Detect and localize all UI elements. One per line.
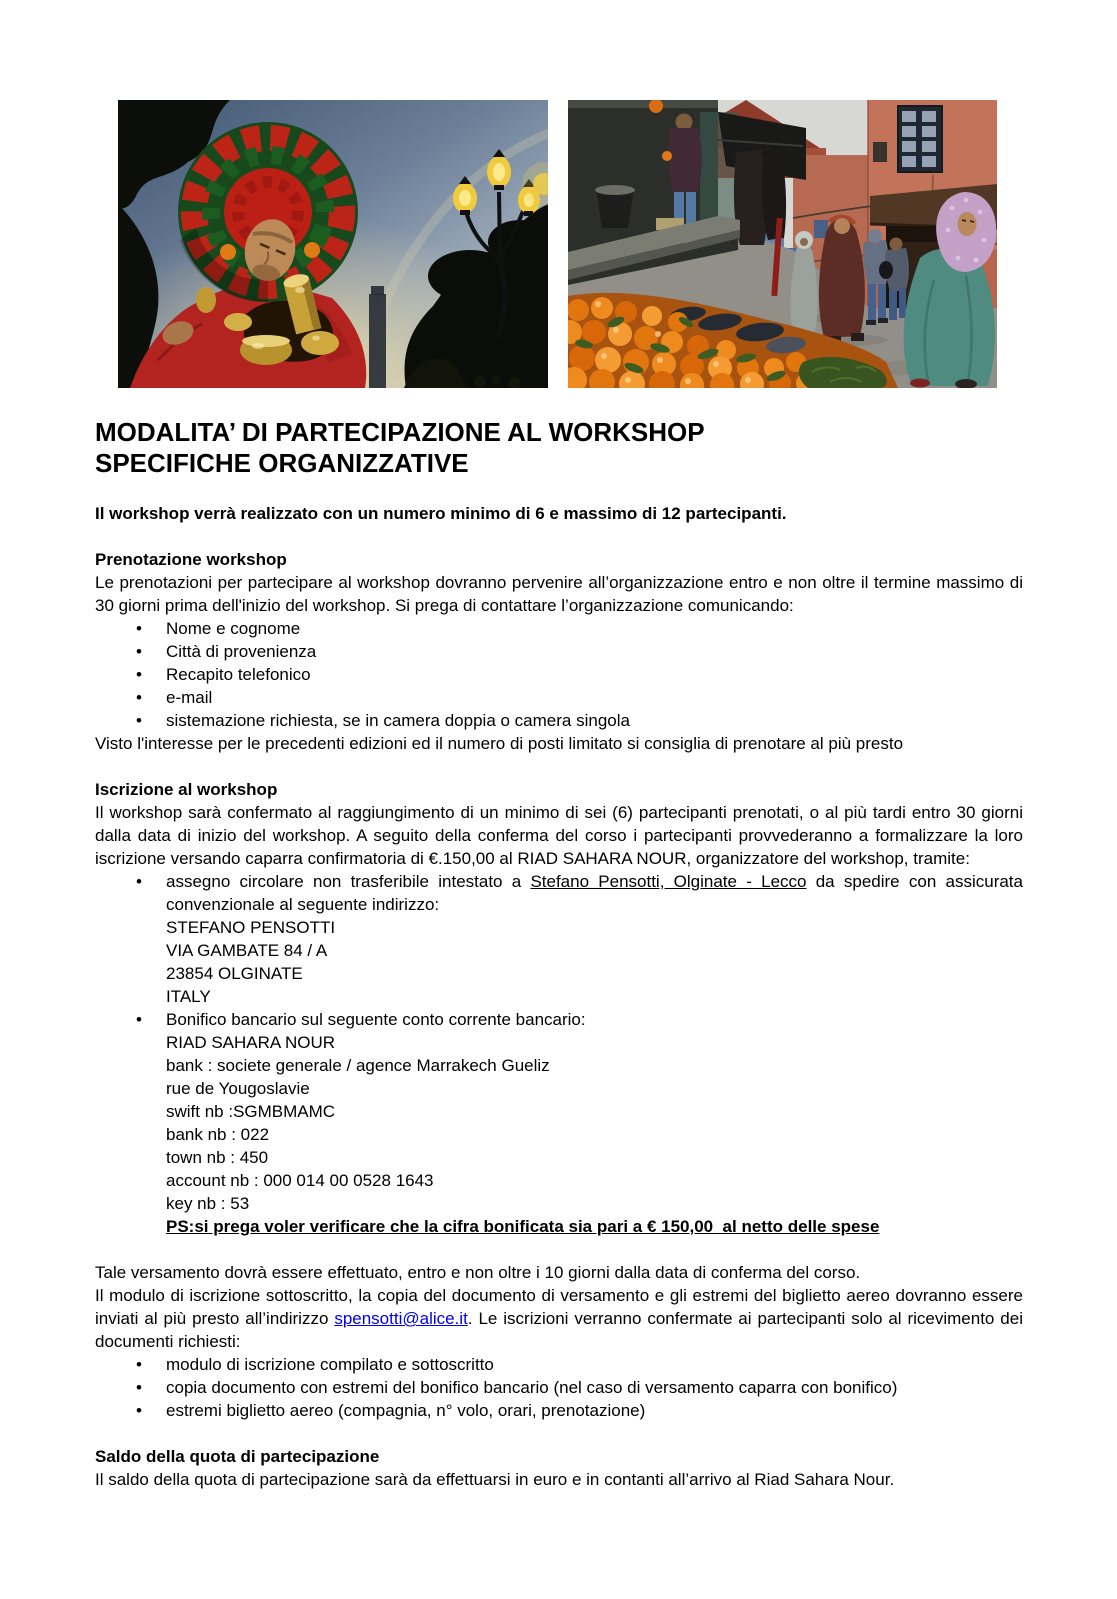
payee-underlined: Stefano Pensotti, Olginate - Lecco	[530, 872, 807, 891]
iscrizione-paragraph: Il workshop sarà confermato al raggiungimento di un minimo di sei (6) partecipanti prenotati, o al più tardi entro 30 giorni dalla data di inizio del workshop. A seguito della conferma del corso i partecipanti provvederanno a formalizzare la loro iscrizione versando caparra confirmatoria di €.150,00 al RIAD SAHARA NOUR, organizzatore del workshop, tramite:	[95, 803, 1023, 868]
prenotazione-note: Visto l'interesse per le precedenti edizioni ed il numero di posti limitato si consiglia di prenotare al più presto	[95, 734, 904, 753]
prenotazione-paragraph: Le prenotazioni per partecipare al workshop dovranno pervenire all’organizzazione entro e non oltre il termine massimo di 30 giorni prima dell'inizio del workshop. Si prega di contattare l’organizzazione comunicando:	[95, 573, 1023, 615]
versamento-line1: Tale versamento dovrà essere effettuato, entro e non oltre i 10 giorni dalla data di conferma del corso.	[95, 1263, 861, 1282]
page-title-line1: MODALITA’ DI PARTECIPAZIONE AL WORKSHOP	[95, 417, 705, 447]
page-title	[95, 417, 1023, 479]
page-title-line2: SPECIFICHE ORGANIZZATIVE	[95, 448, 469, 478]
address-line: VIA GAMBATE 84 / A	[166, 941, 328, 960]
list-item: • Città di provenienza	[95, 640, 1023, 663]
list-item: • Nome e cognome	[95, 617, 1023, 640]
bank-line: bank nb : 022	[166, 1125, 270, 1144]
documenti-list	[95, 1353, 1023, 1422]
list-item: • modulo di iscrizione compilato e sottoscritto	[95, 1353, 1023, 1376]
list-item-bonifico: • Bonifico bancario sul seguente conto corrente bancario:	[95, 1008, 1023, 1031]
list-item-assegno	[95, 870, 1023, 916]
heading-iscrizione: Iscrizione al workshop	[95, 780, 278, 799]
bank-details	[95, 1031, 1023, 1238]
list-item: • estremi biglietto aereo (compagnia, n° volo, orari, prenotazione)	[95, 1399, 1023, 1422]
intro-line: Il workshop verrà realizzato con un numero minimo di 6 e massimo di 12 partecipanti.	[95, 504, 787, 523]
photo-water-seller	[118, 100, 548, 388]
iscrizione-list	[95, 870, 1023, 916]
bank-line: swift nb :SGMBMAMC	[166, 1102, 336, 1121]
bank-line: rue de Yougoslavie	[166, 1079, 310, 1098]
address-line: STEFANO PENSOTTI	[166, 918, 336, 937]
saldo-paragraph: Il saldo della quota di partecipazione sarà da effettuarsi in euro e in contanti all’arrivo al Riad Sahara Nour.	[95, 1470, 895, 1489]
versamento-paragraph	[95, 1284, 1023, 1353]
bank-line: account nb : 000 014 00 0528 1643	[166, 1171, 434, 1190]
assegno-text-pre: assegno circolare non trasferibile intestato a	[166, 872, 531, 891]
ps-warning: PS:si prega voler verificare che la cifra bonificata sia pari a € 150,00 al netto delle spese	[166, 1217, 880, 1236]
market-illustration	[568, 100, 997, 388]
photo-market	[568, 100, 997, 388]
assegno-text-post: da spedire con assicurata convenzionale al seguente indirizzo:	[166, 872, 1023, 914]
bank-line: RIAD SAHARA NOUR	[166, 1033, 336, 1052]
list-item: • sistemazione richiesta, se in camera doppia o camera singola	[95, 709, 1023, 732]
list-item: • e-mail	[95, 686, 1023, 709]
heading-prenotazione: Prenotazione workshop	[95, 550, 287, 569]
versamento-text-pre: Il modulo di iscrizione sottoscritto, la copia del documento di versamento e gli estremi del biglietto aereo dovranno essere inviati al più presto all’indirizzo	[95, 1286, 1023, 1328]
email-link[interactable]: spensotti@alice.it	[334, 1309, 468, 1328]
bank-line: bank : societe generale / agence Marrakech Gueliz	[166, 1056, 550, 1075]
heading-saldo: Saldo della quota di partecipazione	[95, 1447, 380, 1466]
list-item: • copia documento con estremi del bonifico bancario (nel caso di versamento caparra con bonifico)	[95, 1376, 1023, 1399]
bank-line: town nb : 450	[166, 1148, 269, 1167]
water-seller-illustration	[118, 100, 548, 388]
address-line: ITALY	[166, 987, 211, 1006]
versamento-text-post: . Le iscrizioni verranno confermate ai partecipanti solo al ricevimento dei documenti richiesti:	[95, 1309, 1023, 1351]
photo-row	[118, 100, 997, 388]
address-line: 23854 OLGINATE	[166, 964, 303, 983]
document-body	[95, 417, 1023, 1491]
iscrizione-list-2	[95, 1008, 1023, 1031]
postal-address	[95, 916, 1023, 1008]
prenotazione-list	[95, 617, 1023, 732]
bank-line: key nb : 53	[166, 1194, 250, 1213]
list-item: • Recapito telefonico	[95, 663, 1023, 686]
